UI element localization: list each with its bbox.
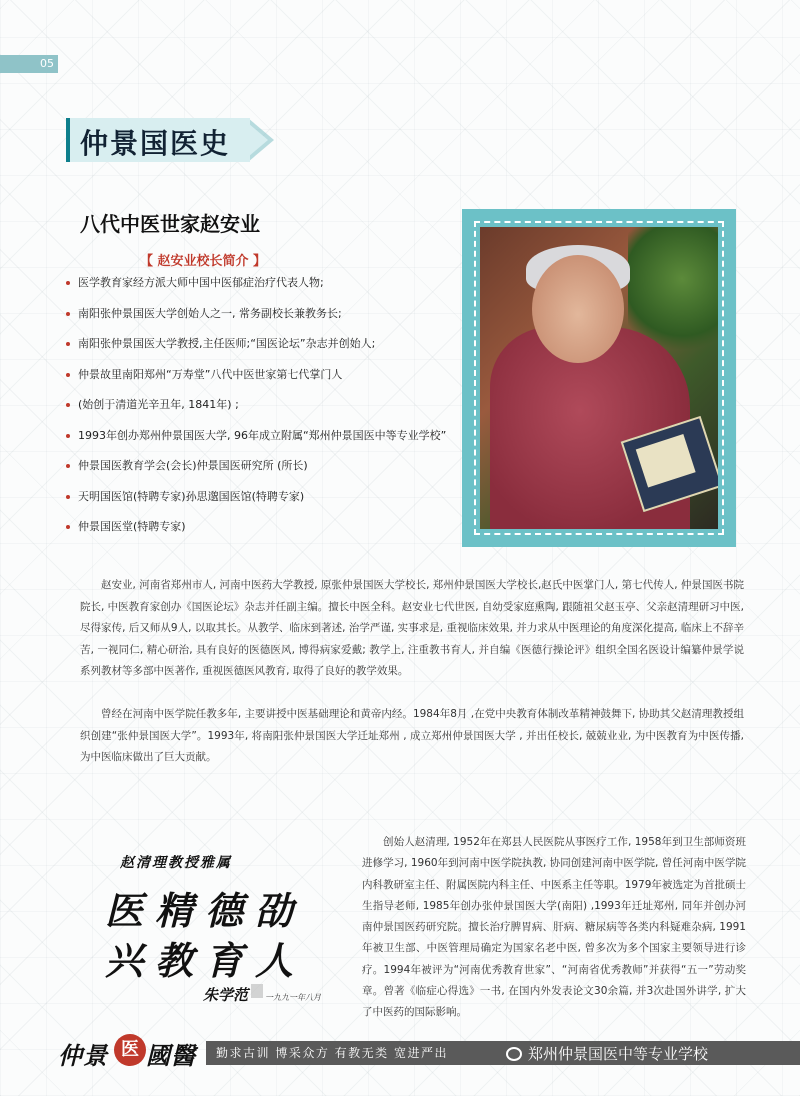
calligraphy-date: 一九九一年八月	[265, 993, 321, 1002]
list-item: 天明国医馆(特聘专家)孙思邈国医馆(特聘专家)	[66, 490, 466, 521]
bullet-icon	[66, 403, 70, 407]
footer	[0, 1030, 800, 1080]
list-item: 仲景故里南阳郑州“万寿堂”八代中医世家第七代掌门人	[66, 368, 466, 399]
calligraphy-line-2: 兴教育人	[105, 938, 306, 983]
list-item: 1993年创办郑州仲景国医大学, 96年成立附属“郑州仲景国医中等专业学校”	[66, 429, 466, 460]
brand-name-right: 國醫	[146, 1041, 196, 1070]
section-title: 仲景国医史	[80, 127, 231, 160]
bullet-icon	[66, 434, 70, 438]
bullet-icon	[66, 342, 70, 346]
slogan-bar	[206, 1041, 800, 1065]
wechat-account: 郑州仲景国医中等专业学校	[506, 1043, 708, 1064]
calligraphy-inscription	[105, 852, 325, 1012]
intro-tag: 【 赵安业校长简介 】	[140, 254, 267, 269]
article-title: 八代中医世家赵安业	[80, 212, 260, 236]
page-number: 05	[0, 55, 58, 73]
seal-icon	[251, 984, 263, 998]
bullet-icon	[66, 373, 70, 377]
list-item: 南阳张仲景国医大学创始人之一, 常务副校长兼教务长;	[66, 307, 466, 338]
portrait-photo	[480, 227, 718, 529]
list-item: 南阳张仲景国医大学教授,主任医师;“国医论坛”杂志并创始人;	[66, 337, 466, 368]
bullet-icon	[66, 495, 70, 499]
paragraph-founder: 创始人赵清理, 1952年在郑县人民医院从事医疗工作, 1958年到卫生部师资班进修学习, 1960年到河南中医学院执教, 协同创建河南中医学院, 曾任河南中医学院内科教研室主任、附属医院内科主任、中医系主任等职。1979年被选定为首批硕士生指导老师, 1985年创办张仲景国医大学(南阳) ,1993年迁址郑州, 同年并创办河南仲景国医药研究院。擅长治疗脾胃病、肝病、糖尿病等各类内科疑难杂病, 1991年被卫生部、中医管理局确定为国家名老中医, 曾多次为多个国家主要领导进行诊疗。1994年被评为“河南优秀教育世家”、“河南省优秀教师”并获得“五一”劳动奖章。曾著《临症心得选》一书, 在国内外发表论文30余篇, 并3次赴国外讲学, 扩大了中医药的国际影响。	[362, 836, 746, 1019]
bio-list	[66, 276, 466, 551]
bullet-icon	[66, 281, 70, 285]
calligraphy-caption: 赵清理教授雅属	[120, 855, 232, 871]
bullet-icon	[66, 525, 70, 529]
bullet-icon	[66, 464, 70, 468]
brand-logo-icon: 医	[114, 1034, 146, 1066]
list-item: (始创于清道光辛丑年, 1841年) ;	[66, 398, 466, 429]
brand-name-left: 仲景	[58, 1041, 108, 1070]
section-banner	[66, 118, 271, 162]
calligraphy-line-1: 医精德劭	[105, 888, 306, 933]
list-item: 医学教育家经方派大师中国中医郁症治疗代表人物;	[66, 276, 466, 307]
paragraph-career: 曾经在河南中医学院任教多年, 主要讲授中医基础理论和黄帝内经。1984年8月 ,在党中央教育体制改革精神鼓舞下, 协助其父赵清理教授组织创建“张仲景国医大学”。1993年, 将南阳张仲景国医大学迁址郑州 , 成立郑州仲景国医大学 , 并出任校长, 兢兢业业, 为中医教育为中医传播, 为中医临床做出了巨大贡献。	[80, 708, 744, 763]
wechat-icon	[506, 1047, 522, 1061]
paragraph-biography: 赵安业, 河南省郑州市人, 河南中医药大学教授, 原张仲景国医大学校长, 郑州仲景国医大学校长,赵氏中医掌门人, 第七代传人, 仲景国医书院院长, 中医教育家创办《国医论坛》杂志并任副主编。擅长中医全科。赵安业七代世医, 自幼受家庭熏陶, 跟随祖父赵玉亭、父亲赵清理研习中医, 尽得家传, 后又师从9人, 以取其长。从教学、临床到著述, 治学严谨, 实事求是, 重视临床效果, 并力求从中医理论的角度深化提高, 临床上不辞辛苦, 一视同仁, 精心研治, 具有良好的医德医风, 博得病家爱戴; 教学上, 注重教书育人, 并自编《医德行操论评》组织全国名医设计编纂仲景学说系列教材等多部中医著作, 重视医德医风教育, 取得了良好的教学效果。	[80, 579, 744, 677]
portrait-frame	[462, 209, 736, 547]
list-item: 仲景国医堂(特聘专家)	[66, 520, 466, 551]
slogan: 勤求古训 博采众方 有教无类 宽进严出	[216, 1046, 448, 1060]
bullet-icon	[66, 312, 70, 316]
calligraphy-signature: 朱学范	[203, 986, 249, 1004]
list-item: 仲景国医教育学会(会长)仲景国医研究所 (所长)	[66, 459, 466, 490]
